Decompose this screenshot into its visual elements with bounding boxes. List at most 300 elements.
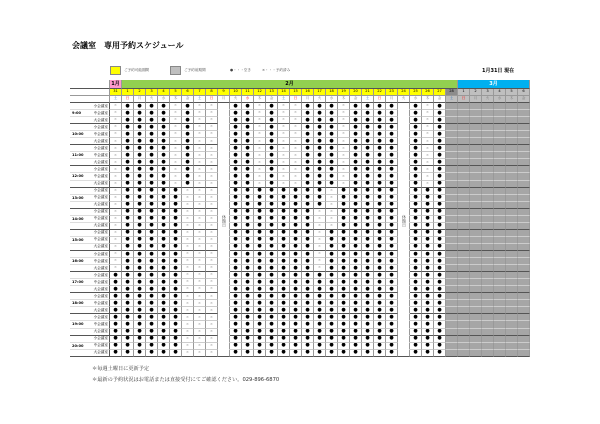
slot-cell[interactable]: ● xyxy=(146,202,158,209)
slot-cell[interactable]: ● xyxy=(290,265,302,272)
slot-cell[interactable]: × xyxy=(422,110,434,117)
slot-cell[interactable]: ● xyxy=(242,138,254,145)
slot-cell[interactable]: ● xyxy=(278,188,290,195)
slot-cell[interactable]: ● xyxy=(338,195,350,202)
slot-cell[interactable]: ● xyxy=(434,110,446,117)
slot-cell[interactable]: ● xyxy=(410,244,422,251)
slot-cell[interactable]: × xyxy=(422,138,434,145)
slot-cell[interactable]: ● xyxy=(302,110,314,117)
slot-cell[interactable]: ● xyxy=(362,181,374,188)
slot-cell[interactable]: ● xyxy=(158,279,170,286)
slot-cell[interactable]: ● xyxy=(434,173,446,180)
slot-cell[interactable]: ● xyxy=(230,195,242,202)
slot-cell[interactable]: ● xyxy=(386,314,398,321)
slot-cell[interactable]: ● xyxy=(326,145,338,152)
slot-cell[interactable]: ● xyxy=(410,110,422,117)
slot-cell[interactable]: × xyxy=(194,293,206,300)
slot-cell[interactable]: ● xyxy=(134,216,146,223)
slot-cell[interactable]: ● xyxy=(242,166,254,173)
slot-cell[interactable]: × xyxy=(194,209,206,216)
slot-cell[interactable]: ● xyxy=(410,258,422,265)
slot-cell[interactable]: × xyxy=(206,181,218,188)
slot-cell[interactable]: ● xyxy=(170,209,182,216)
slot-cell[interactable]: ● xyxy=(134,181,146,188)
slot-cell[interactable]: ● xyxy=(242,131,254,138)
slot-cell[interactable]: ● xyxy=(122,307,134,314)
slot-cell[interactable]: ● xyxy=(122,216,134,223)
slot-cell[interactable]: × xyxy=(194,265,206,272)
slot-cell[interactable]: ● xyxy=(146,279,158,286)
slot-cell[interactable]: × xyxy=(314,265,326,272)
slot-cell[interactable]: ● xyxy=(338,244,350,251)
slot-cell[interactable]: ● xyxy=(338,209,350,216)
slot-cell[interactable]: ● xyxy=(290,293,302,300)
slot-cell[interactable]: ● xyxy=(266,103,278,110)
slot-cell[interactable]: ● xyxy=(410,350,422,357)
slot-cell[interactable]: × xyxy=(278,124,290,131)
slot-cell[interactable]: ● xyxy=(350,131,362,138)
slot-cell[interactable]: × xyxy=(110,195,122,202)
slot-cell[interactable]: ● xyxy=(374,258,386,265)
slot-cell[interactable]: ● xyxy=(362,279,374,286)
slot-cell[interactable]: × xyxy=(290,117,302,124)
slot-cell[interactable]: ● xyxy=(134,314,146,321)
slot-cell[interactable]: ● xyxy=(410,188,422,195)
slot-cell[interactable]: ● xyxy=(326,110,338,117)
slot-cell[interactable]: ● xyxy=(350,216,362,223)
slot-cell[interactable]: ● xyxy=(314,110,326,117)
slot-cell[interactable]: ● xyxy=(170,216,182,223)
slot-cell[interactable]: × xyxy=(206,159,218,166)
slot-cell[interactable]: ● xyxy=(290,336,302,343)
slot-cell[interactable]: ● xyxy=(170,336,182,343)
slot-cell[interactable]: ● xyxy=(230,173,242,180)
slot-cell[interactable]: × xyxy=(194,272,206,279)
slot-cell[interactable]: ● xyxy=(242,336,254,343)
slot-cell[interactable]: ● xyxy=(410,314,422,321)
slot-cell[interactable]: ● xyxy=(350,103,362,110)
slot-cell[interactable]: ● xyxy=(158,216,170,223)
slot-cell[interactable]: ● xyxy=(242,145,254,152)
slot-cell[interactable]: ● xyxy=(158,223,170,230)
slot-cell[interactable]: ● xyxy=(290,258,302,265)
slot-cell[interactable]: × xyxy=(206,188,218,195)
slot-cell[interactable]: ● xyxy=(242,286,254,293)
slot-cell[interactable]: ● xyxy=(350,181,362,188)
slot-cell[interactable]: ● xyxy=(434,103,446,110)
slot-cell[interactable]: × xyxy=(206,350,218,357)
slot-cell[interactable]: ● xyxy=(146,314,158,321)
slot-cell[interactable]: ● xyxy=(158,145,170,152)
slot-cell[interactable]: ● xyxy=(290,329,302,336)
slot-cell[interactable]: × xyxy=(206,124,218,131)
slot-cell[interactable]: × xyxy=(194,307,206,314)
slot-cell[interactable]: × xyxy=(290,173,302,180)
slot-cell[interactable]: ● xyxy=(362,314,374,321)
slot-cell[interactable]: ● xyxy=(386,117,398,124)
slot-cell[interactable]: × xyxy=(254,117,266,124)
slot-cell[interactable]: ● xyxy=(338,230,350,237)
slot-cell[interactable]: ● xyxy=(422,343,434,350)
slot-cell[interactable]: ● xyxy=(386,286,398,293)
slot-cell[interactable]: ● xyxy=(266,173,278,180)
slot-cell[interactable]: ● xyxy=(254,293,266,300)
slot-cell[interactable]: × xyxy=(338,138,350,145)
slot-cell[interactable]: ● xyxy=(158,152,170,159)
slot-cell[interactable]: ● xyxy=(326,117,338,124)
slot-cell[interactable]: ● xyxy=(254,300,266,307)
slot-cell[interactable]: × xyxy=(206,251,218,258)
slot-cell[interactable]: ● xyxy=(170,300,182,307)
slot-cell[interactable]: ● xyxy=(146,336,158,343)
slot-cell[interactable]: ● xyxy=(374,244,386,251)
slot-cell[interactable]: × xyxy=(110,209,122,216)
slot-cell[interactable]: ● xyxy=(410,230,422,237)
slot-cell[interactable]: ● xyxy=(302,188,314,195)
slot-cell[interactable]: × xyxy=(170,110,182,117)
slot-cell[interactable]: ● xyxy=(254,321,266,328)
slot-cell[interactable]: ● xyxy=(302,159,314,166)
slot-cell[interactable]: ● xyxy=(290,244,302,251)
slot-cell[interactable]: × xyxy=(182,350,194,357)
slot-cell[interactable]: ● xyxy=(242,117,254,124)
slot-cell[interactable]: ● xyxy=(230,343,242,350)
slot-cell[interactable]: × xyxy=(182,223,194,230)
slot-cell[interactable]: ● xyxy=(230,138,242,145)
slot-cell[interactable]: ● xyxy=(170,329,182,336)
slot-cell[interactable]: ● xyxy=(338,265,350,272)
slot-cell[interactable]: ● xyxy=(170,244,182,251)
slot-cell[interactable]: ● xyxy=(386,209,398,216)
slot-cell[interactable]: ● xyxy=(326,265,338,272)
slot-cell[interactable]: ● xyxy=(326,350,338,357)
slot-cell[interactable]: ● xyxy=(278,195,290,202)
slot-cell[interactable]: ● xyxy=(170,188,182,195)
slot-cell[interactable]: ● xyxy=(350,195,362,202)
slot-cell[interactable]: ● xyxy=(158,173,170,180)
slot-cell[interactable]: ● xyxy=(386,258,398,265)
slot-cell[interactable]: ● xyxy=(326,138,338,145)
slot-cell[interactable]: ● xyxy=(386,321,398,328)
slot-cell[interactable]: ● xyxy=(266,216,278,223)
slot-cell[interactable]: ● xyxy=(254,258,266,265)
slot-cell[interactable]: × xyxy=(182,188,194,195)
slot-cell[interactable]: ● xyxy=(434,223,446,230)
slot-cell[interactable]: ● xyxy=(146,300,158,307)
slot-cell[interactable]: × xyxy=(422,145,434,152)
slot-cell[interactable]: ● xyxy=(434,251,446,258)
slot-cell[interactable]: ● xyxy=(302,131,314,138)
slot-cell[interactable]: ● xyxy=(266,343,278,350)
slot-cell[interactable]: ● xyxy=(134,244,146,251)
slot-cell[interactable]: ● xyxy=(326,343,338,350)
slot-cell[interactable]: ● xyxy=(434,188,446,195)
slot-cell[interactable]: ● xyxy=(374,124,386,131)
slot-cell[interactable]: ● xyxy=(374,166,386,173)
slot-cell[interactable]: ● xyxy=(122,230,134,237)
slot-cell[interactable]: × xyxy=(182,293,194,300)
slot-cell[interactable]: ● xyxy=(242,293,254,300)
slot-cell[interactable]: ● xyxy=(374,145,386,152)
slot-cell[interactable]: ● xyxy=(302,124,314,131)
slot-cell[interactable]: × xyxy=(182,251,194,258)
slot-cell[interactable]: ● xyxy=(278,300,290,307)
slot-cell[interactable]: ● xyxy=(338,329,350,336)
slot-cell[interactable]: ● xyxy=(278,202,290,209)
slot-cell[interactable]: × xyxy=(254,145,266,152)
slot-cell[interactable]: ● xyxy=(110,350,122,357)
slot-cell[interactable]: ● xyxy=(278,265,290,272)
slot-cell[interactable]: ● xyxy=(410,223,422,230)
slot-cell[interactable]: × xyxy=(206,286,218,293)
slot-cell[interactable]: ● xyxy=(170,286,182,293)
slot-cell[interactable]: ● xyxy=(374,103,386,110)
slot-cell[interactable]: ● xyxy=(122,265,134,272)
slot-cell[interactable]: ● xyxy=(434,124,446,131)
slot-cell[interactable]: ● xyxy=(362,103,374,110)
slot-cell[interactable]: × xyxy=(278,173,290,180)
slot-cell[interactable]: ● xyxy=(302,350,314,357)
slot-cell[interactable]: ● xyxy=(242,314,254,321)
slot-cell[interactable]: ● xyxy=(242,265,254,272)
slot-cell[interactable]: ● xyxy=(314,166,326,173)
slot-cell[interactable]: ● xyxy=(314,350,326,357)
slot-cell[interactable]: ● xyxy=(146,181,158,188)
slot-cell[interactable]: ● xyxy=(230,329,242,336)
slot-cell[interactable]: × xyxy=(206,145,218,152)
slot-cell[interactable]: ● xyxy=(374,336,386,343)
slot-cell[interactable]: ● xyxy=(158,272,170,279)
slot-cell[interactable]: × xyxy=(206,343,218,350)
slot-cell[interactable]: ● xyxy=(266,286,278,293)
slot-cell[interactable]: × xyxy=(254,103,266,110)
slot-cell[interactable]: ● xyxy=(146,329,158,336)
slot-cell[interactable]: ● xyxy=(266,181,278,188)
slot-cell[interactable]: ● xyxy=(242,181,254,188)
slot-cell[interactable]: ● xyxy=(338,307,350,314)
slot-cell[interactable]: ● xyxy=(326,237,338,244)
slot-cell[interactable]: × xyxy=(182,237,194,244)
slot-cell[interactable]: ● xyxy=(314,124,326,131)
slot-cell[interactable]: ● xyxy=(170,307,182,314)
slot-cell[interactable]: ● xyxy=(338,237,350,244)
slot-cell[interactable]: × xyxy=(170,131,182,138)
slot-cell[interactable]: ● xyxy=(158,258,170,265)
slot-cell[interactable]: ● xyxy=(434,293,446,300)
slot-cell[interactable]: ● xyxy=(230,300,242,307)
slot-cell[interactable]: ● xyxy=(158,131,170,138)
slot-cell[interactable]: ● xyxy=(290,279,302,286)
slot-cell[interactable]: ● xyxy=(386,307,398,314)
slot-cell[interactable]: ● xyxy=(254,307,266,314)
slot-cell[interactable]: × xyxy=(110,117,122,124)
slot-cell[interactable]: ● xyxy=(434,230,446,237)
slot-cell[interactable]: ● xyxy=(386,159,398,166)
slot-cell[interactable]: ● xyxy=(350,307,362,314)
slot-cell[interactable]: × xyxy=(194,251,206,258)
slot-cell[interactable]: ● xyxy=(158,181,170,188)
slot-cell[interactable]: ● xyxy=(326,321,338,328)
slot-cell[interactable]: ● xyxy=(422,329,434,336)
slot-cell[interactable]: ● xyxy=(158,329,170,336)
slot-cell[interactable]: ● xyxy=(182,103,194,110)
slot-cell[interactable]: ● xyxy=(158,103,170,110)
slot-cell[interactable]: ● xyxy=(374,321,386,328)
slot-cell[interactable]: ● xyxy=(266,265,278,272)
slot-cell[interactable]: × xyxy=(110,265,122,272)
slot-cell[interactable]: ● xyxy=(410,343,422,350)
slot-cell[interactable]: × xyxy=(194,181,206,188)
slot-cell[interactable]: ● xyxy=(326,251,338,258)
slot-cell[interactable]: ● xyxy=(266,145,278,152)
slot-cell[interactable]: × xyxy=(110,230,122,237)
slot-cell[interactable]: ● xyxy=(362,159,374,166)
slot-cell[interactable]: ● xyxy=(386,216,398,223)
slot-cell[interactable]: × xyxy=(206,237,218,244)
slot-cell[interactable]: ● xyxy=(362,124,374,131)
slot-cell[interactable]: ● xyxy=(146,258,158,265)
slot-cell[interactable]: ● xyxy=(146,251,158,258)
slot-cell[interactable]: ● xyxy=(122,117,134,124)
slot-cell[interactable]: ● xyxy=(386,329,398,336)
slot-cell[interactable]: ● xyxy=(230,336,242,343)
slot-cell[interactable]: ● xyxy=(422,307,434,314)
slot-cell[interactable]: ● xyxy=(158,209,170,216)
slot-cell[interactable]: ● xyxy=(146,321,158,328)
slot-cell[interactable]: ● xyxy=(134,237,146,244)
slot-cell[interactable]: ● xyxy=(350,145,362,152)
slot-cell[interactable]: × xyxy=(206,195,218,202)
slot-cell[interactable]: × xyxy=(314,251,326,258)
slot-cell[interactable]: ● xyxy=(422,279,434,286)
slot-cell[interactable]: × xyxy=(182,265,194,272)
slot-cell[interactable]: ● xyxy=(350,188,362,195)
slot-cell[interactable]: ● xyxy=(350,117,362,124)
slot-cell[interactable]: ● xyxy=(230,258,242,265)
slot-cell[interactable]: ● xyxy=(146,230,158,237)
slot-cell[interactable]: × xyxy=(422,124,434,131)
slot-cell[interactable]: ● xyxy=(146,166,158,173)
slot-cell[interactable]: × xyxy=(422,103,434,110)
slot-cell[interactable]: ● xyxy=(362,216,374,223)
slot-cell[interactable]: ● xyxy=(110,336,122,343)
slot-cell[interactable]: ● xyxy=(230,237,242,244)
slot-cell[interactable]: × xyxy=(182,307,194,314)
slot-cell[interactable]: ● xyxy=(266,117,278,124)
slot-cell[interactable]: × xyxy=(110,103,122,110)
slot-cell[interactable]: × xyxy=(422,117,434,124)
slot-cell[interactable]: ● xyxy=(386,223,398,230)
slot-cell[interactable]: ● xyxy=(410,117,422,124)
slot-cell[interactable]: × xyxy=(110,202,122,209)
slot-cell[interactable]: × xyxy=(338,117,350,124)
slot-cell[interactable]: ● xyxy=(254,244,266,251)
slot-cell[interactable]: ● xyxy=(350,343,362,350)
slot-cell[interactable]: ● xyxy=(134,329,146,336)
slot-cell[interactable]: ● xyxy=(278,329,290,336)
slot-cell[interactable]: × xyxy=(194,321,206,328)
slot-cell[interactable]: ● xyxy=(242,258,254,265)
slot-cell[interactable]: ● xyxy=(278,251,290,258)
slot-cell[interactable]: × xyxy=(194,124,206,131)
slot-cell[interactable]: ● xyxy=(134,258,146,265)
slot-cell[interactable]: ● xyxy=(146,173,158,180)
slot-cell[interactable]: × xyxy=(206,258,218,265)
slot-cell[interactable]: ● xyxy=(434,272,446,279)
slot-cell[interactable]: ● xyxy=(434,195,446,202)
slot-cell[interactable]: ● xyxy=(146,272,158,279)
slot-cell[interactable]: ● xyxy=(314,159,326,166)
slot-cell[interactable]: ● xyxy=(314,181,326,188)
slot-cell[interactable]: ● xyxy=(134,307,146,314)
slot-cell[interactable]: ● xyxy=(146,286,158,293)
slot-cell[interactable]: × xyxy=(338,173,350,180)
slot-cell[interactable]: ● xyxy=(410,159,422,166)
slot-cell[interactable]: ● xyxy=(170,314,182,321)
slot-cell[interactable]: ● xyxy=(266,159,278,166)
slot-cell[interactable]: ● xyxy=(422,230,434,237)
slot-cell[interactable]: ● xyxy=(338,293,350,300)
slot-cell[interactable]: ● xyxy=(374,209,386,216)
slot-cell[interactable]: ● xyxy=(410,300,422,307)
slot-cell[interactable]: ● xyxy=(230,159,242,166)
slot-cell[interactable]: ● xyxy=(338,251,350,258)
slot-cell[interactable]: ● xyxy=(146,110,158,117)
slot-cell[interactable]: ● xyxy=(326,166,338,173)
slot-cell[interactable]: ● xyxy=(290,223,302,230)
slot-cell[interactable]: ● xyxy=(302,265,314,272)
slot-cell[interactable]: ● xyxy=(326,152,338,159)
slot-cell[interactable]: ● xyxy=(170,265,182,272)
slot-cell[interactable]: ● xyxy=(230,166,242,173)
slot-cell[interactable]: ● xyxy=(362,202,374,209)
slot-cell[interactable]: ● xyxy=(278,286,290,293)
slot-cell[interactable]: ● xyxy=(434,181,446,188)
slot-cell[interactable]: ● xyxy=(410,293,422,300)
slot-cell[interactable]: ● xyxy=(254,350,266,357)
slot-cell[interactable]: ● xyxy=(290,202,302,209)
slot-cell[interactable]: ● xyxy=(422,300,434,307)
slot-cell[interactable]: ● xyxy=(170,251,182,258)
slot-cell[interactable]: ● xyxy=(386,138,398,145)
slot-cell[interactable]: ● xyxy=(266,195,278,202)
slot-cell[interactable]: ● xyxy=(362,188,374,195)
slot-cell[interactable]: × xyxy=(290,145,302,152)
slot-cell[interactable]: × xyxy=(206,230,218,237)
slot-cell[interactable]: × xyxy=(194,258,206,265)
slot-cell[interactable]: ● xyxy=(146,237,158,244)
slot-cell[interactable]: ● xyxy=(350,265,362,272)
slot-cell[interactable]: ● xyxy=(110,272,122,279)
slot-cell[interactable]: ● xyxy=(146,159,158,166)
slot-cell[interactable]: ● xyxy=(266,188,278,195)
slot-cell[interactable]: × xyxy=(314,230,326,237)
slot-cell[interactable]: ● xyxy=(326,300,338,307)
slot-cell[interactable]: ● xyxy=(386,272,398,279)
slot-cell[interactable]: ● xyxy=(242,159,254,166)
slot-cell[interactable]: ● xyxy=(302,258,314,265)
slot-cell[interactable]: ● xyxy=(266,321,278,328)
slot-cell[interactable]: ● xyxy=(350,237,362,244)
slot-cell[interactable]: ● xyxy=(134,350,146,357)
slot-cell[interactable]: ● xyxy=(374,237,386,244)
slot-cell[interactable]: ● xyxy=(230,244,242,251)
slot-cell[interactable]: ● xyxy=(422,314,434,321)
slot-cell[interactable]: ● xyxy=(422,223,434,230)
slot-cell[interactable]: ● xyxy=(302,314,314,321)
slot-cell[interactable]: ● xyxy=(146,195,158,202)
slot-cell[interactable]: × xyxy=(182,300,194,307)
